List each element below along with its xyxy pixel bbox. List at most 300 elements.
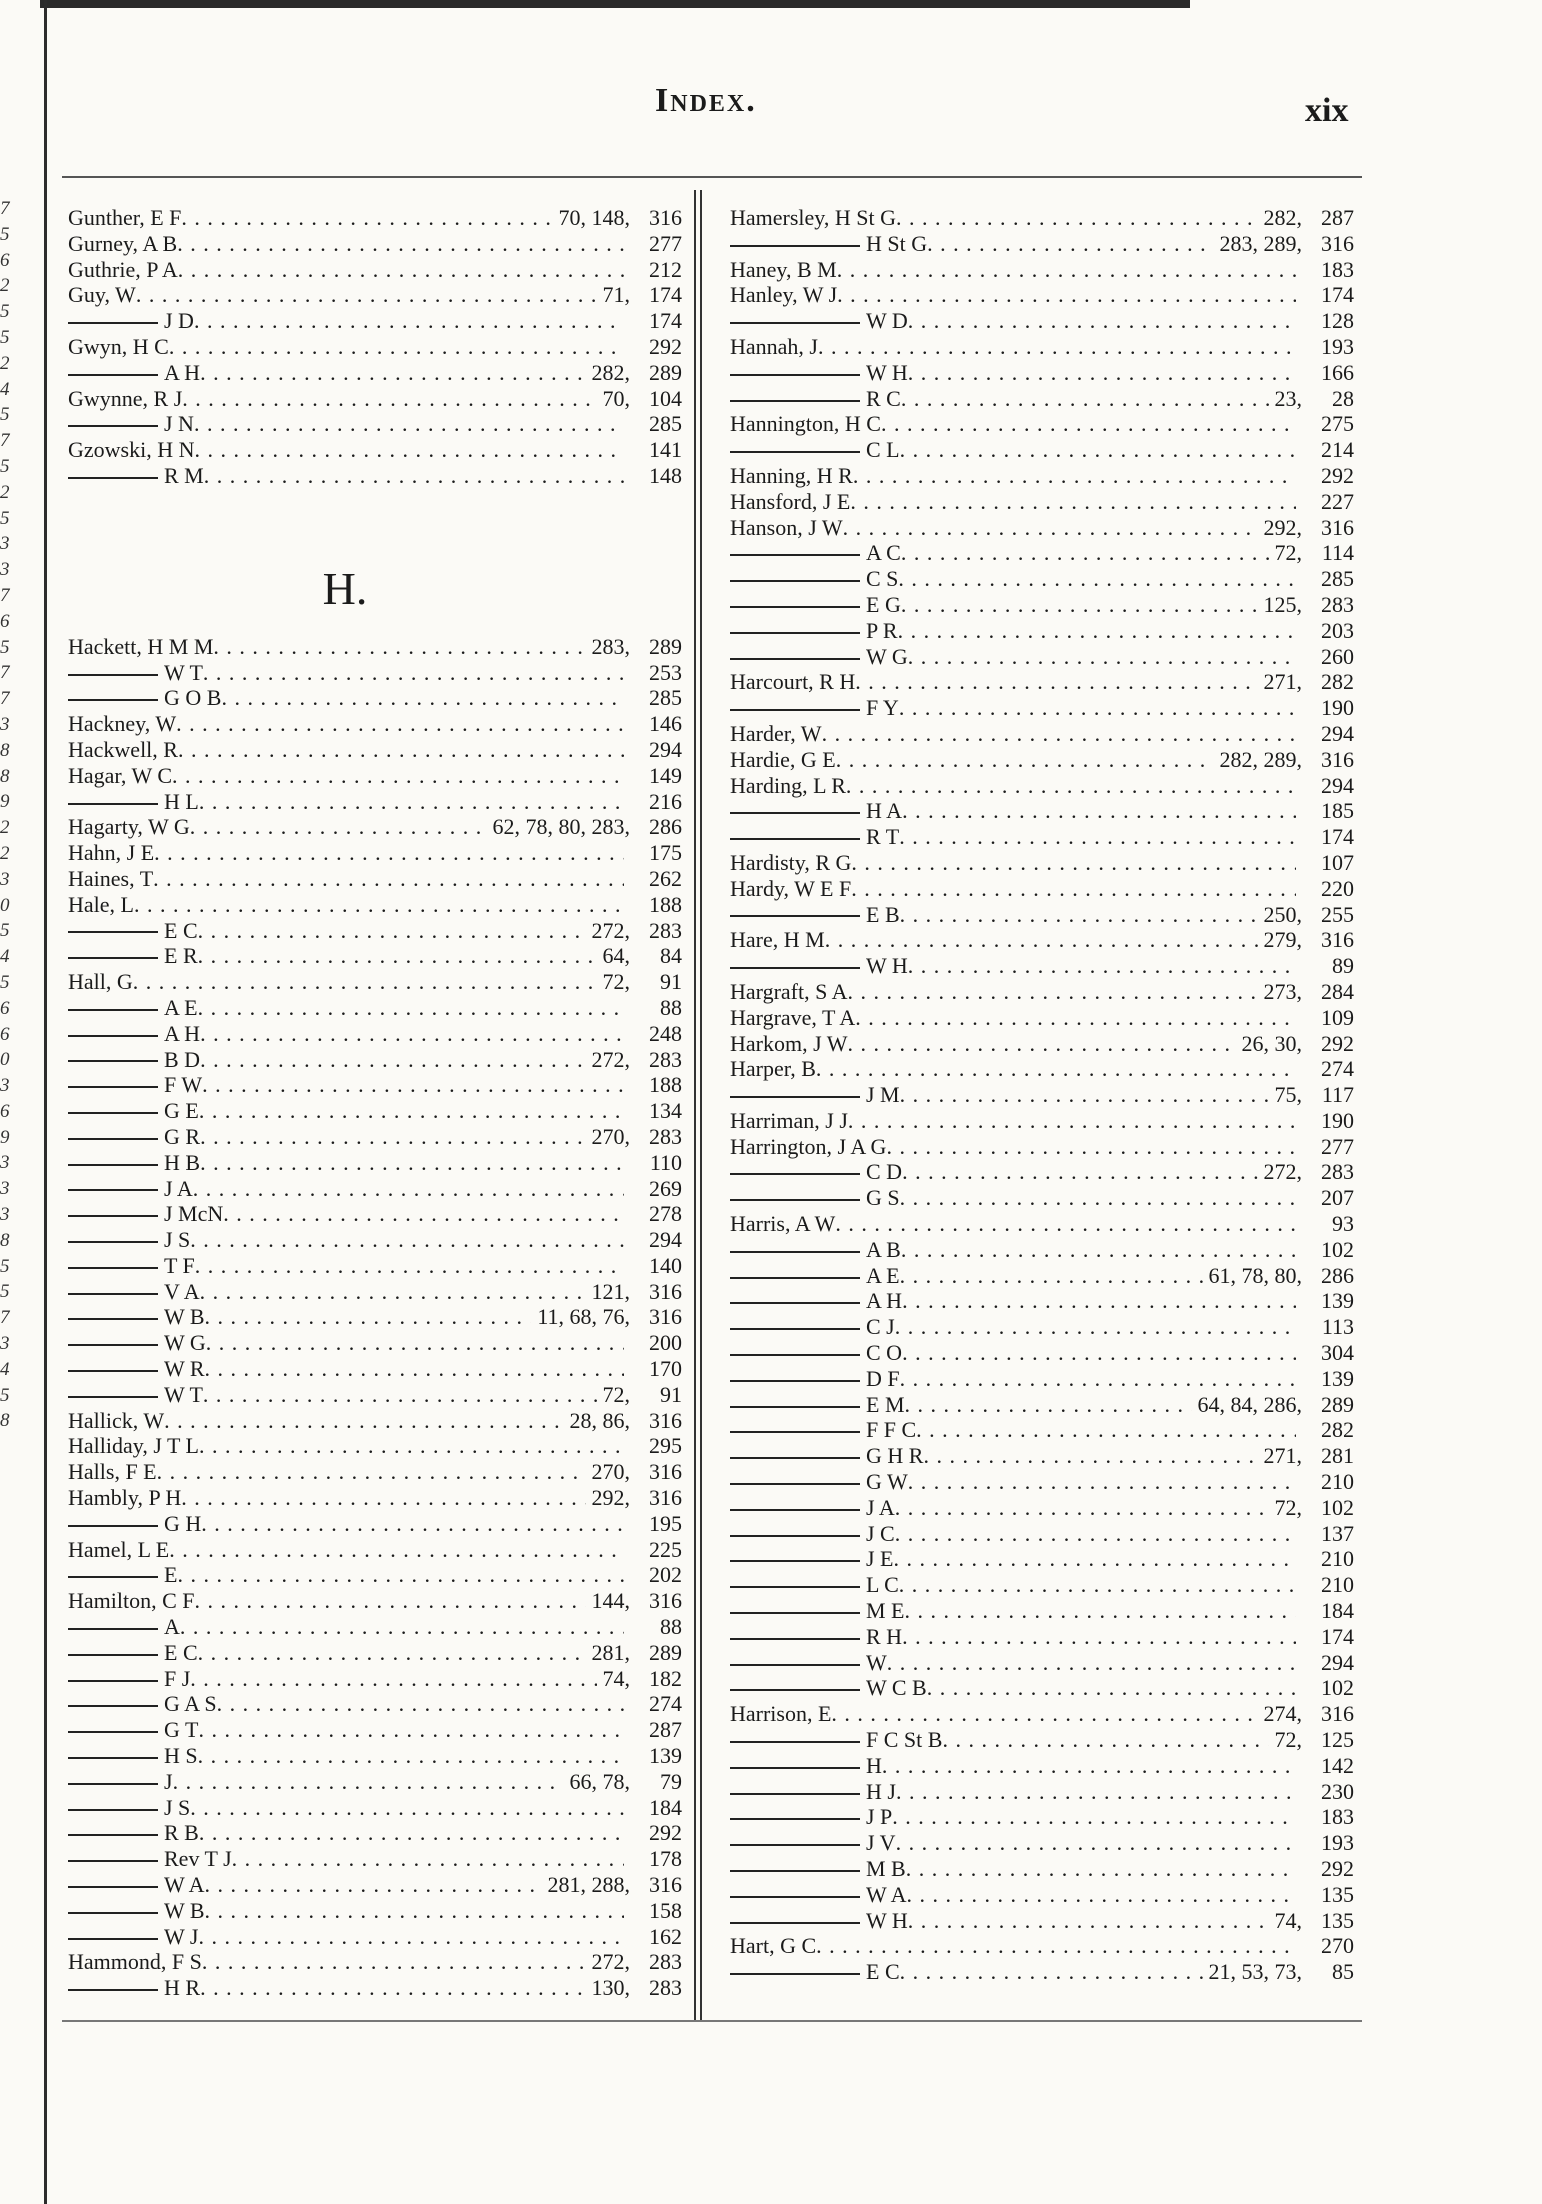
leader-dots — [900, 1366, 1296, 1392]
entry-name — [68, 1304, 205, 1330]
entry-name — [68, 1433, 199, 1459]
entry-name-text: R T — [866, 824, 900, 850]
entry-last-page: 174 — [1321, 282, 1354, 308]
index-entry — [730, 334, 1354, 360]
entry-last-page: 148 — [649, 462, 682, 488]
entry-name — [730, 1417, 916, 1443]
entry-name-text: J D — [164, 308, 194, 334]
index-entry — [68, 463, 682, 489]
edge-digit: 4 — [0, 1358, 10, 1380]
ditto-dash — [68, 477, 158, 479]
index-entry — [68, 1330, 682, 1356]
leader-dots — [190, 1666, 596, 1692]
entry-last-page: 84 — [660, 943, 682, 969]
entry-name — [68, 1691, 217, 1717]
entry-name-text: Hannah, J — [730, 333, 818, 359]
entry-name-text: Harrison, E — [730, 1701, 832, 1727]
edge-digit: 2 — [0, 817, 10, 839]
leader-dots — [908, 360, 1296, 386]
index-entry — [68, 1820, 682, 1846]
entry-last-page: 274 — [649, 1691, 682, 1717]
edge-digit: 5 — [0, 507, 10, 529]
entry-name-text: C L — [866, 437, 900, 463]
index-entry — [68, 205, 682, 231]
entry-name — [68, 969, 133, 995]
entry-last-page: 294 — [649, 1227, 682, 1253]
leader-dots — [843, 515, 1258, 541]
index-entry — [730, 1108, 1354, 1134]
ditto-dash — [730, 812, 860, 814]
entry-last-page: 195 — [649, 1510, 682, 1536]
entry-name — [730, 1005, 855, 1031]
ditto-dash — [730, 1354, 860, 1356]
ditto-dash — [68, 374, 158, 376]
leader-dots — [899, 824, 1296, 850]
entry-name-text: Hansford, J E — [730, 488, 851, 514]
leader-dots — [194, 411, 624, 437]
entry-pages: 281, — [591, 1639, 630, 1665]
index-entry — [68, 1924, 682, 1950]
leader-dots — [200, 1124, 585, 1150]
entry-name-text: C S — [866, 566, 899, 592]
entry-name-text: W C B — [866, 1675, 927, 1701]
entry-name-text: J S — [164, 1227, 191, 1253]
entry-pages: 250, — [1263, 901, 1302, 927]
entry-last-page: 174 — [1321, 824, 1354, 850]
entry-name — [68, 1021, 200, 1047]
entry-pages: 281, 288, — [547, 1872, 630, 1898]
entry-name-text: J E — [866, 1546, 894, 1572]
entry-pages: 66, 78, — [569, 1768, 630, 1794]
entry-last-page: 102 — [1321, 1494, 1354, 1520]
entry-last-page: 248 — [649, 1020, 682, 1046]
entry-name-text: F F C — [866, 1417, 917, 1443]
entry-name-text: Harding, L R — [730, 772, 846, 798]
entry-name — [68, 1511, 201, 1537]
leader-dots — [181, 1485, 585, 1511]
entry-name — [68, 1614, 180, 1640]
entry-last-page: 292 — [1321, 1856, 1354, 1881]
ditto-dash — [68, 1654, 158, 1656]
ditto-dash — [730, 658, 860, 660]
entry-name — [68, 1769, 173, 1795]
entry-name — [730, 540, 901, 566]
entry-name-text: H St G — [866, 230, 928, 256]
entry-last-page: 277 — [649, 230, 682, 256]
edge-digit: 6 — [0, 1023, 10, 1045]
entry-pages: 72, — [602, 1381, 630, 1407]
index-entry — [730, 1082, 1354, 1108]
ditto-dash — [730, 915, 860, 917]
entry-name — [68, 1408, 164, 1434]
index-entry — [68, 1975, 682, 2001]
entry-name-text: Harrington, J A G — [730, 1133, 887, 1159]
index-entry — [68, 1717, 682, 1743]
entry-name — [68, 386, 182, 412]
index-entry — [68, 660, 682, 686]
leader-dots — [176, 711, 624, 737]
edge-digit: 3 — [0, 1333, 10, 1355]
entry-pages: 72, — [1274, 540, 1302, 566]
entry-pages: 72, — [602, 969, 630, 995]
entry-last-page: 174 — [1321, 1623, 1354, 1649]
leader-dots — [837, 257, 1296, 283]
entry-last-page: 93 — [1332, 1211, 1354, 1237]
entry-last-page: 230 — [1321, 1778, 1354, 1804]
ditto-dash — [730, 1380, 860, 1382]
entry-name — [730, 282, 837, 308]
entry-last-page: 289 — [649, 633, 682, 659]
entry-name-text: H L — [164, 788, 199, 814]
entry-name-text: E — [164, 1562, 178, 1588]
entry-last-page: 283 — [649, 1949, 682, 1975]
leader-dots — [818, 334, 1296, 360]
entry-pages: 23, — [1274, 385, 1302, 411]
leader-dots — [202, 1072, 624, 1098]
ditto-dash — [68, 1293, 158, 1295]
edge-digit: 0 — [0, 1049, 10, 1071]
entry-name-text: J — [164, 1768, 173, 1794]
entry-name-text: Hamersley, H St G — [730, 205, 896, 230]
entry-pages: 64, — [602, 943, 630, 969]
entry-last-page: 91 — [660, 1381, 682, 1407]
edge-digit: 5 — [0, 1384, 10, 1406]
entry-last-page: 294 — [1321, 772, 1354, 798]
entry-name-text: Gurney, A B — [68, 230, 178, 256]
index-entry — [68, 1795, 682, 1821]
ditto-dash — [730, 554, 860, 556]
entry-last-page: 214 — [1321, 437, 1354, 463]
index-entry — [730, 1159, 1354, 1185]
ditto-dash — [730, 1457, 860, 1459]
ditto-dash — [730, 1096, 860, 1098]
entry-name-text: Hargraft, S A — [730, 978, 848, 1004]
entry-pages: 279, — [1263, 927, 1302, 953]
entry-name-text: W R — [164, 1356, 205, 1382]
leader-dots — [881, 411, 1296, 437]
entry-name — [68, 308, 194, 334]
leader-dots — [896, 1830, 1296, 1856]
entry-pages: 21, 53, 73, — [1208, 1959, 1302, 1985]
entry-name — [68, 737, 178, 763]
leader-dots — [198, 918, 586, 944]
index-entry — [68, 1098, 682, 1124]
entry-name-text: T F — [164, 1252, 195, 1278]
entry-name-text: Hahn, J E — [68, 840, 155, 866]
entry-name — [730, 798, 902, 824]
entry-last-page: 294 — [1321, 1649, 1354, 1675]
index-entry — [730, 695, 1354, 721]
index-entry — [68, 943, 682, 969]
entry-name — [730, 205, 896, 231]
entry-name-text: Gwynne, R J — [68, 385, 183, 411]
entry-name — [730, 824, 899, 850]
entry-name — [730, 773, 846, 799]
entry-last-page: 270 — [1321, 1933, 1354, 1959]
entry-last-page: 158 — [649, 1897, 682, 1923]
entry-name-text: Hagar, W C — [68, 762, 173, 788]
entry-name — [68, 892, 134, 918]
ditto-dash — [68, 1705, 158, 1707]
entry-name-text: A E — [866, 1262, 900, 1288]
index-entry — [730, 1340, 1354, 1366]
leader-dots — [851, 876, 1296, 902]
entry-pages: 70, 148, — [558, 205, 630, 230]
entry-pages: 283, 289, — [1219, 230, 1302, 256]
edge-digit: 9 — [0, 791, 10, 813]
leader-dots — [195, 1253, 624, 1279]
ditto-dash — [730, 1251, 860, 1253]
leader-dots — [169, 1537, 624, 1563]
entry-name — [68, 1485, 181, 1511]
leader-dots — [906, 1856, 1296, 1882]
leader-dots — [201, 1511, 624, 1537]
entry-name — [68, 763, 172, 789]
entry-name — [730, 334, 818, 360]
entry-name-text: M E — [866, 1598, 905, 1624]
index-entry — [730, 1598, 1354, 1624]
entry-name-text: G S — [866, 1185, 900, 1211]
leader-dots — [199, 1820, 624, 1846]
index-entry — [730, 1237, 1354, 1263]
leader-dots — [905, 1598, 1297, 1624]
entry-last-page: 285 — [649, 411, 682, 437]
entry-last-page: 107 — [1321, 849, 1354, 875]
entry-name-text: R B — [164, 1820, 199, 1846]
index-entry — [730, 386, 1354, 412]
column-divider-second — [700, 190, 702, 2020]
leader-dots — [232, 1846, 624, 1872]
entry-name — [730, 463, 853, 489]
ditto-dash — [68, 1009, 158, 1011]
leader-dots — [927, 231, 1213, 257]
entry-name-text: W D — [866, 308, 908, 334]
entry-name — [68, 1588, 195, 1614]
entry-name-text: A H — [866, 1288, 903, 1314]
ditto-dash — [730, 1973, 860, 1975]
leader-dots — [908, 308, 1296, 334]
entry-name — [68, 1098, 199, 1124]
entry-last-page: 207 — [1321, 1185, 1354, 1211]
entry-name-text: Hackett, H M M — [68, 633, 214, 659]
entry-name — [730, 618, 898, 644]
entry-name-text: Hargrave, T A — [730, 1004, 856, 1030]
entry-last-page: 316 — [649, 1485, 682, 1511]
left-index-column — [68, 205, 682, 2001]
ditto-dash — [730, 632, 860, 634]
entry-name — [730, 644, 908, 670]
entry-last-page: 316 — [649, 205, 682, 230]
entry-name-text: Hanning, H R — [730, 462, 853, 488]
leader-dots — [901, 1237, 1296, 1263]
entry-last-page: 178 — [649, 1846, 682, 1872]
entry-last-page: 114 — [1321, 540, 1354, 566]
leader-dots — [205, 1872, 542, 1898]
index-entry — [68, 1047, 682, 1073]
leader-dots — [898, 618, 1296, 644]
ditto-dash — [730, 245, 860, 247]
entry-pages: 11, 68, 76, — [537, 1304, 630, 1330]
ditto-dash — [730, 1535, 860, 1537]
entry-name — [68, 995, 198, 1021]
section-letter-h: H. — [322, 562, 368, 614]
leader-dots — [172, 763, 624, 789]
index-entry — [730, 489, 1354, 515]
entry-name-text: Hackney, W — [68, 711, 177, 737]
entry-last-page: 285 — [649, 685, 682, 711]
entry-name — [730, 386, 901, 412]
entry-last-page: 210 — [1321, 1469, 1354, 1495]
index-entry — [730, 1701, 1354, 1727]
ditto-dash — [68, 1576, 158, 1578]
entry-last-page: 102 — [1321, 1236, 1354, 1262]
ditto-dash — [68, 1757, 158, 1759]
entry-name — [730, 1521, 895, 1547]
entry-name-text: J P — [866, 1804, 893, 1830]
edge-digit: 5 — [0, 455, 10, 477]
index-entry — [68, 1949, 682, 1975]
index-entry — [68, 1872, 682, 1898]
index-entry — [68, 1124, 682, 1150]
index-entry — [730, 1392, 1354, 1418]
leader-dots — [178, 737, 624, 763]
leader-dots — [900, 1959, 1203, 1985]
entry-name-text: Hardy, W E F — [730, 875, 852, 901]
index-entry — [68, 308, 682, 334]
entry-name-text: Rev T J — [164, 1846, 232, 1872]
index-entry — [68, 814, 682, 840]
entry-name — [730, 231, 927, 257]
entry-name-text: F C St B — [866, 1727, 943, 1753]
entry-last-page: 200 — [649, 1330, 682, 1356]
edge-digit: 8 — [0, 1410, 10, 1432]
ditto-dash — [68, 322, 158, 324]
ditto-dash — [68, 699, 158, 701]
ditto-dash — [68, 1938, 158, 1940]
index-entry — [68, 1485, 682, 1511]
page-title: Index. — [655, 82, 757, 119]
index-entry — [730, 360, 1354, 386]
index-entry — [68, 892, 682, 918]
entry-name-text: C O — [866, 1340, 903, 1366]
entry-last-page: 139 — [649, 1743, 682, 1769]
index-entry — [730, 1417, 1354, 1443]
leader-dots — [200, 1279, 586, 1305]
entry-name-text: Hambly, P H — [68, 1485, 182, 1511]
entry-last-page: 255 — [1321, 901, 1354, 927]
index-entry — [730, 1314, 1354, 1340]
ditto-dash — [730, 1844, 860, 1846]
index-entry — [730, 1959, 1354, 1985]
entry-name-text: H A — [866, 798, 903, 824]
entry-last-page: 316 — [649, 1407, 682, 1433]
index-entry — [730, 1650, 1354, 1676]
entry-name-text: W B — [164, 1897, 205, 1923]
leader-dots — [902, 1340, 1296, 1366]
index-entry — [68, 1588, 682, 1614]
entry-name-text: F Y — [866, 695, 899, 721]
entry-name-text: J A — [164, 1175, 193, 1201]
entry-name — [730, 1392, 905, 1418]
leader-dots — [895, 1521, 1296, 1547]
ditto-dash — [68, 1396, 158, 1398]
entry-last-page: 88 — [660, 994, 682, 1020]
entry-name-text: W — [866, 1649, 887, 1675]
index-entry — [68, 231, 682, 257]
entry-pages: 125, — [1263, 591, 1302, 617]
leader-dots — [213, 634, 585, 660]
entry-name — [730, 437, 900, 463]
edge-digit: 7 — [0, 430, 10, 452]
ditto-dash — [68, 1112, 158, 1114]
index-entry — [730, 515, 1354, 541]
entry-last-page: 137 — [1321, 1520, 1354, 1546]
entry-last-page: 142 — [1321, 1752, 1354, 1778]
index-entry — [730, 592, 1354, 618]
edge-digit: 3 — [0, 1075, 10, 1097]
entry-name-text: H R — [164, 1975, 201, 2001]
entry-name — [68, 1072, 202, 1098]
entry-name — [730, 515, 843, 541]
index-entry — [68, 1537, 682, 1563]
leader-dots — [908, 644, 1296, 670]
index-entry — [730, 1572, 1354, 1598]
entry-name-text: Harkom, J W — [730, 1030, 848, 1056]
entry-name-text: B D — [164, 1046, 201, 1072]
index-entry — [68, 1021, 682, 1047]
entry-last-page: 283 — [649, 1975, 682, 2001]
entry-name — [730, 850, 851, 876]
entry-name-text: E R — [164, 943, 198, 969]
entry-last-page: 139 — [1321, 1288, 1354, 1314]
entry-name-text: Harper, B — [730, 1056, 816, 1082]
facing-page-edge-digits — [0, 196, 14, 1434]
entry-name — [730, 1366, 900, 1392]
entry-pages: 64, 84, 286, — [1197, 1391, 1302, 1417]
leader-dots — [887, 1650, 1296, 1676]
leader-dots — [195, 437, 625, 463]
leader-dots — [195, 1588, 586, 1614]
entry-name — [730, 308, 908, 334]
ditto-dash — [730, 580, 860, 582]
leader-dots — [190, 1227, 624, 1253]
index-entry — [68, 1614, 682, 1640]
entry-name-text: W H — [866, 1907, 908, 1933]
page-number: xix — [1305, 92, 1349, 129]
index-entry — [730, 824, 1354, 850]
entry-name-text: F W — [164, 1072, 203, 1098]
leader-dots — [177, 231, 624, 257]
ditto-dash — [68, 1344, 158, 1346]
ditto-dash — [68, 1860, 158, 1862]
index-entry — [68, 1279, 682, 1305]
entry-name-text: W A — [866, 1881, 907, 1907]
leader-dots — [900, 1263, 1203, 1289]
entry-pages: 283, — [591, 633, 630, 659]
entry-last-page: 190 — [1321, 1107, 1354, 1133]
entry-name-text: C J — [866, 1314, 895, 1340]
leader-dots — [203, 660, 624, 686]
entry-last-page: 260 — [1321, 643, 1354, 669]
entries-h-section — [68, 634, 682, 2001]
index-entry — [68, 763, 682, 789]
leader-dots — [199, 789, 624, 815]
edge-digit: 6 — [0, 1100, 10, 1122]
leader-dots — [848, 979, 1258, 1005]
entry-name — [730, 695, 899, 721]
leader-dots — [886, 1134, 1296, 1160]
entry-name-text: V A — [164, 1278, 200, 1304]
